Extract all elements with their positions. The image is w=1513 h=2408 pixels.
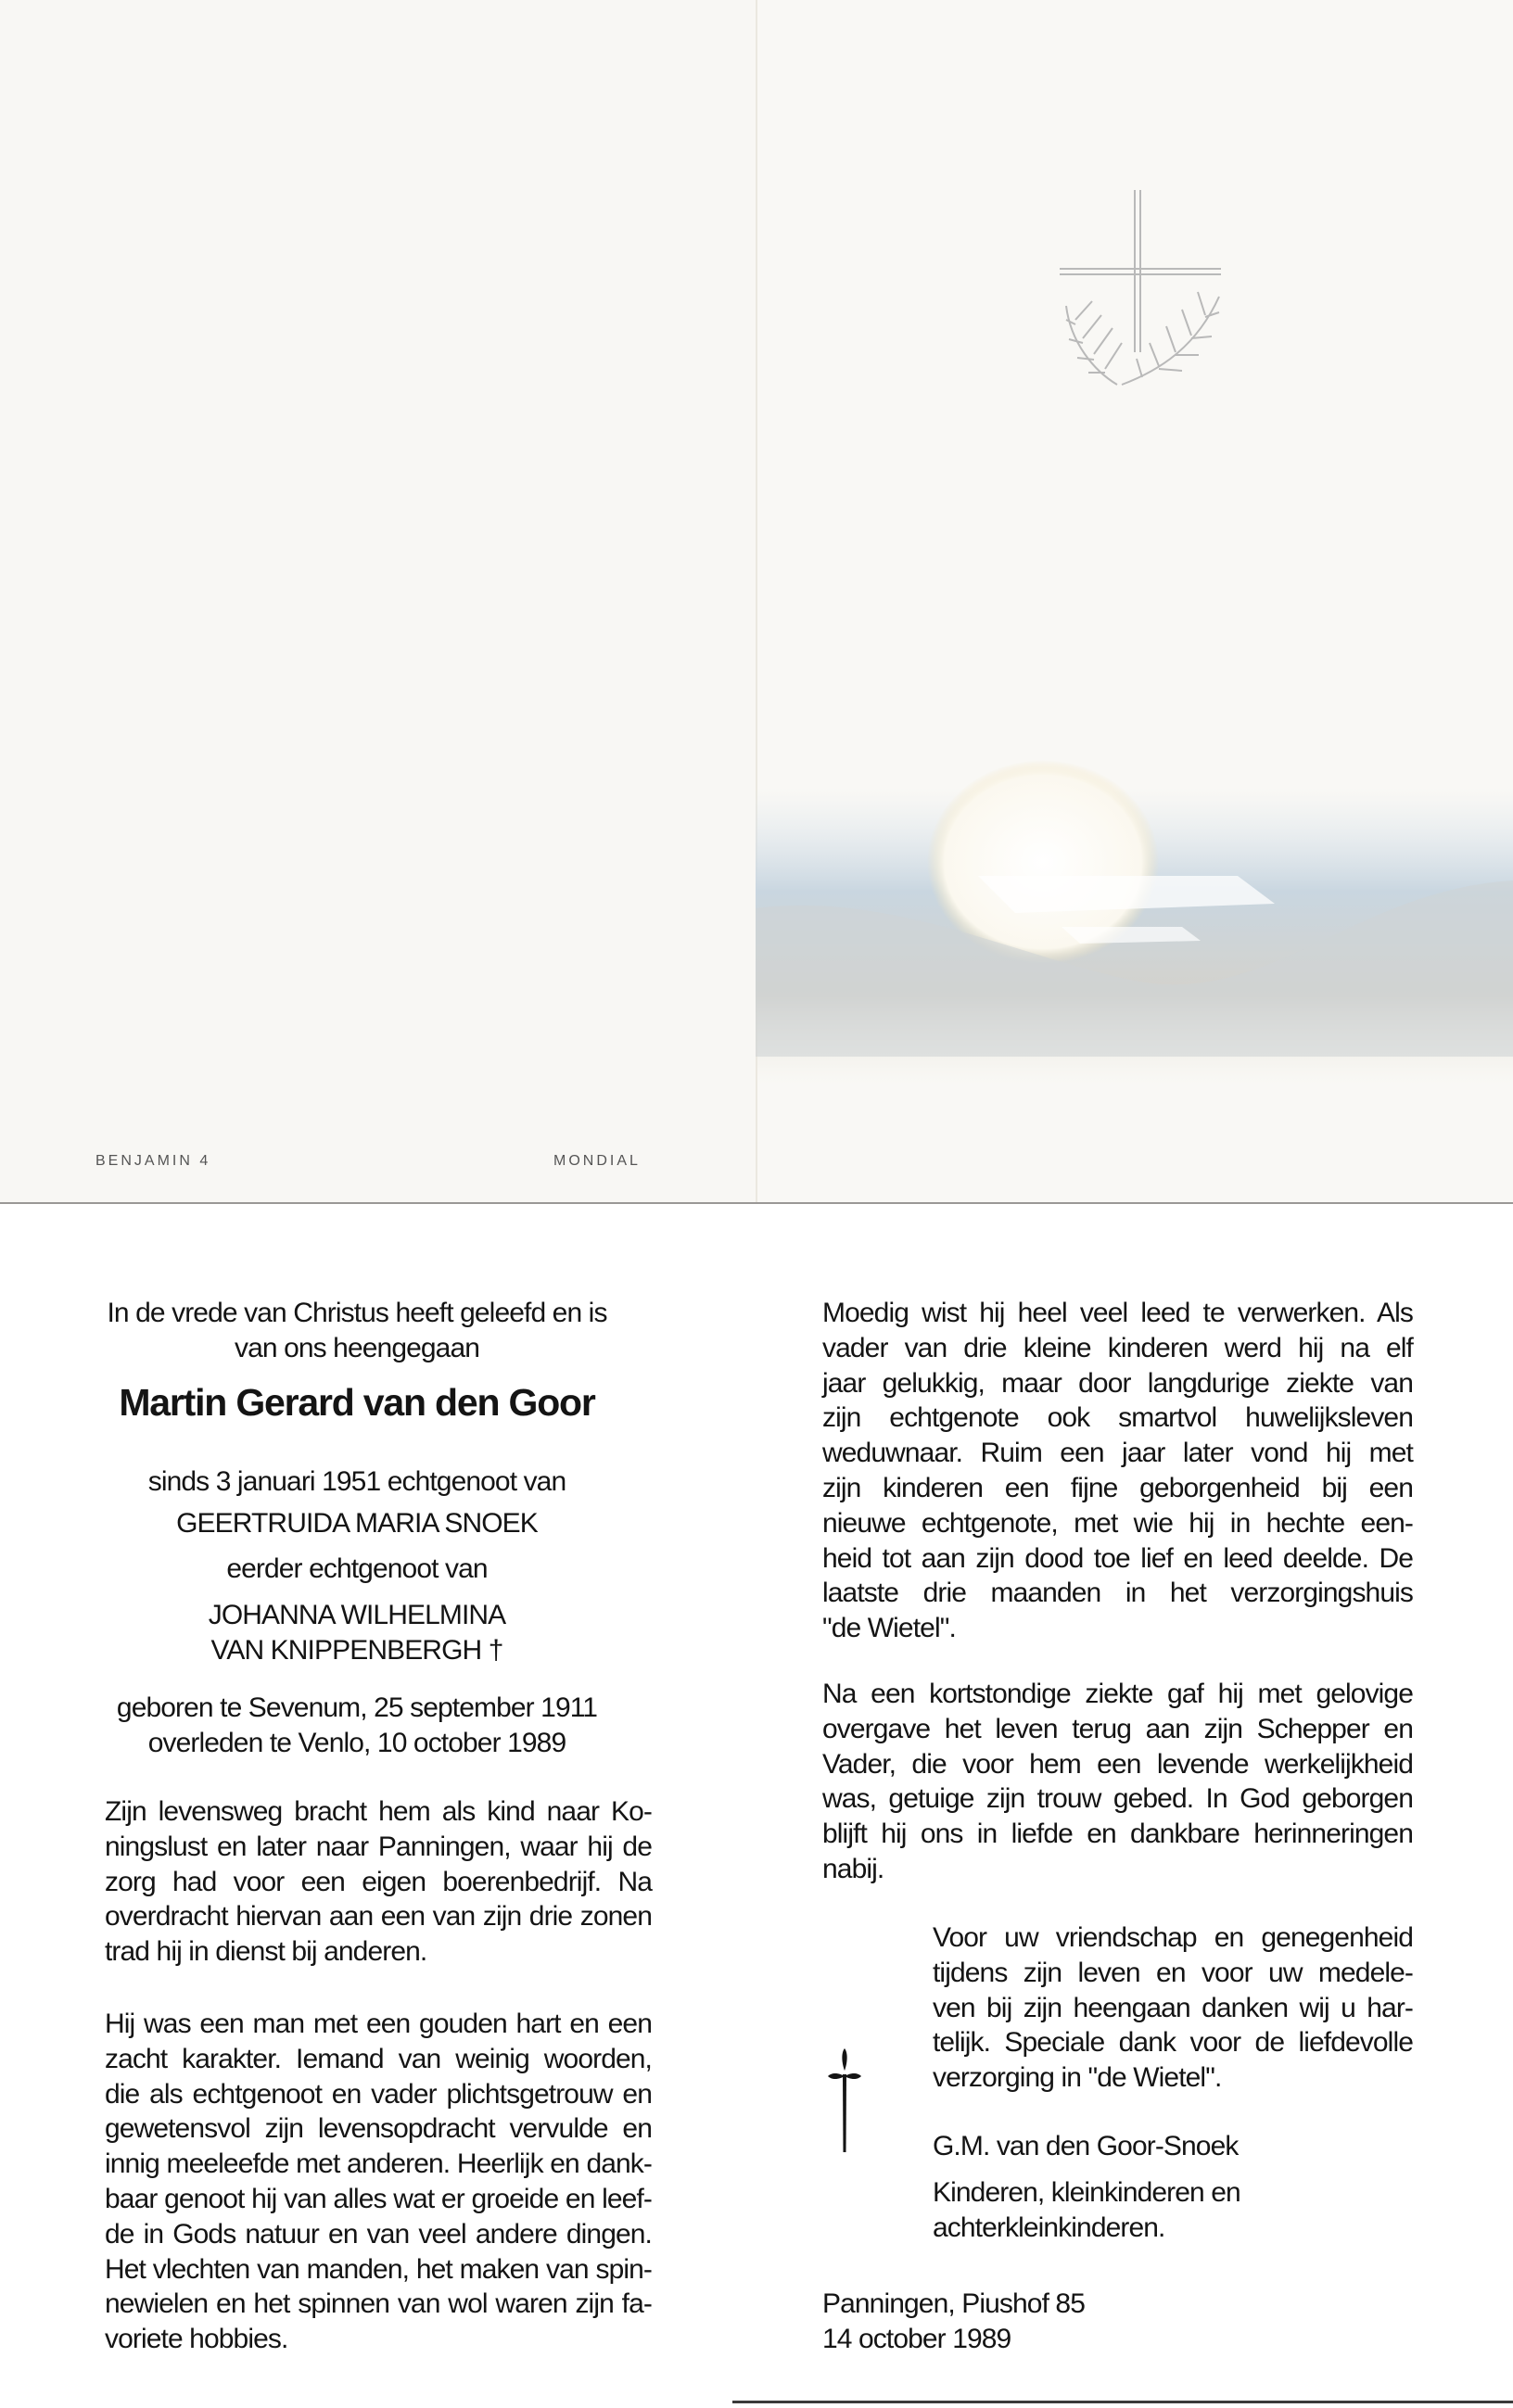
sunset-landscape-illustration: [756, 704, 1513, 1094]
text-line: trad hij in dienst bij anderen.: [105, 1936, 427, 1968]
deceased-name: Martin Gerard van den Goor: [119, 1381, 595, 1424]
married-since: sinds 3 januari 1951 echtgenoot van: [147, 1466, 566, 1497]
address-date: [822, 2287, 1413, 2357]
text-line: Voor uw vriendschap en genegenheid: [933, 1922, 1413, 1953]
text-line: innig meeleefde met anderen. Heerlijk en dank-: [105, 2148, 652, 2180]
text-line: tijdens zijn leven en voor uw medele-: [933, 1957, 1413, 1988]
text-line: telijk. Speciale dank voor de liefdevolle: [933, 2027, 1413, 2059]
text-line: Moedig wist hij heel veel leed te verwerken. Als: [822, 1298, 1413, 1328]
text-line: overgave het leven terug aan zijn Schepper en: [822, 1713, 1413, 1744]
cross-icon: [828, 2048, 861, 2152]
birth-line: geboren te Sevenum, 25 september 1911: [116, 1692, 598, 1723]
date: 14 october 1989: [822, 2323, 1011, 2354]
text-line: blijft hij ons in liefde en dankbare herinneringen: [822, 1819, 1413, 1850]
intro-line: In de vrede van Christus heeft geleefd en is: [107, 1298, 607, 1328]
text-line: baar genoot hij van alles wat er groeide en leef-: [105, 2183, 652, 2214]
text-line: overdracht hiervan aan een van zijn drie zonen: [105, 1901, 652, 1933]
text-line: ven bij zijn heengaan danken wij u har-: [933, 1992, 1413, 2023]
previous-spouse-line: VAN KNIPPENBERGH †: [210, 1634, 503, 1666]
text-line: nieuwe echtgenote, met wie hij in hechte een-: [822, 1507, 1413, 1539]
life-paragraph-3: [822, 1296, 1413, 1646]
intro: [74, 1296, 640, 1366]
life-dates: [74, 1691, 640, 1761]
life-paragraph-1: [105, 1794, 652, 1970]
family-line: Kinderen, kleinkinderen en: [933, 2177, 1240, 2208]
intro-line: van ons heengegaan: [234, 1332, 480, 1363]
text-line: nabij.: [822, 1853, 884, 1884]
life-paragraph-2: [105, 2007, 652, 2357]
previous-label: eerder echtgenoot van: [226, 1553, 488, 1584]
text-line: zijn kinderen een fijne geborgenheid bij een: [822, 1472, 1413, 1503]
text-line: zorg had voor een eigen boerenbedrijf. Na: [105, 1866, 652, 1897]
text-line: laatste drie maanden in het verzorgingshuis: [822, 1578, 1413, 1609]
text-line: ningslust en later naar Panningen, waar hij de: [105, 1831, 652, 1862]
text-line: de in Gods natuur en van veel andere dingen.: [105, 2218, 652, 2250]
card-front: [0, 0, 1513, 1203]
death-line: overleden te Venlo, 10 october 1989: [147, 1727, 566, 1758]
imprint-model: BENJAMIN 4: [95, 1153, 211, 1169]
text-line: Het vlechten van manden, het maken van spin-: [105, 2253, 652, 2285]
life-paragraph-4: [822, 1677, 1413, 1887]
card-back-panel: [0, 0, 756, 1203]
cross-with-palm-branches-icon: [1057, 185, 1224, 408]
text-line: Na een kortstondige ziekte gaf hij met gelovige: [822, 1679, 1413, 1709]
text-line: zacht karakter. Iemand van weinig woorden,: [105, 2043, 652, 2074]
address: Panningen, Piushof 85: [822, 2288, 1086, 2319]
text-line: Zijn levensweg bracht hem als kind naar Ko-: [105, 1796, 652, 1827]
imprint-brand: MONDIAL: [553, 1153, 641, 1169]
text-line: die als echtgenoot en vader plichtsgetrouw en: [105, 2078, 652, 2110]
card-edge: [0, 1202, 1513, 1204]
text-line: verzorging in "de Wietel".: [933, 2062, 1222, 2094]
text-line: Hij was een man met een gouden hart en een: [105, 2009, 652, 2039]
text-line: Vader, die voor hem een levende werkelijkheid: [822, 1748, 1413, 1780]
text-line: newielen en het spinnen van wol waren zijn fa-: [105, 2288, 652, 2320]
text-line: was, getuige zijn trouw gebed. In God geborgen: [822, 1783, 1413, 1815]
family-line: achterkleinkinderen.: [933, 2212, 1165, 2243]
text-line: weduwnaar. Ruim een jaar later vond hij met: [822, 1438, 1413, 1469]
thanks-paragraph: [933, 1920, 1413, 2096]
previous-spouse-line: JOHANNA WILHELMINA: [208, 1600, 506, 1630]
spouse-name: GEERTRUIDA MARIA SNOEK: [176, 1508, 538, 1539]
text-line: voriete hobbies.: [105, 2324, 288, 2355]
text-line: heid tot aan zijn dood toe lief en leed deelde. De: [822, 1542, 1413, 1574]
family: [933, 2175, 1413, 2246]
text-line: jaar gelukkig, maar door langdurige ziekte van: [822, 1367, 1413, 1399]
text-line: vader van drie kleine kinderen werd hij na elf: [822, 1332, 1413, 1363]
previous-spouse: [74, 1598, 640, 1668]
text-line: "de Wietel".: [822, 1613, 956, 1644]
bottom-edge: [732, 2401, 1513, 2403]
signature: G.M. van den Goor-Snoek: [933, 2131, 1239, 2161]
text-line: zijn echtgenote ook smartvol huwelijksleven: [822, 1402, 1413, 1434]
text-line: gewetensvol zijn levensopdracht vervulde en: [105, 2113, 652, 2145]
